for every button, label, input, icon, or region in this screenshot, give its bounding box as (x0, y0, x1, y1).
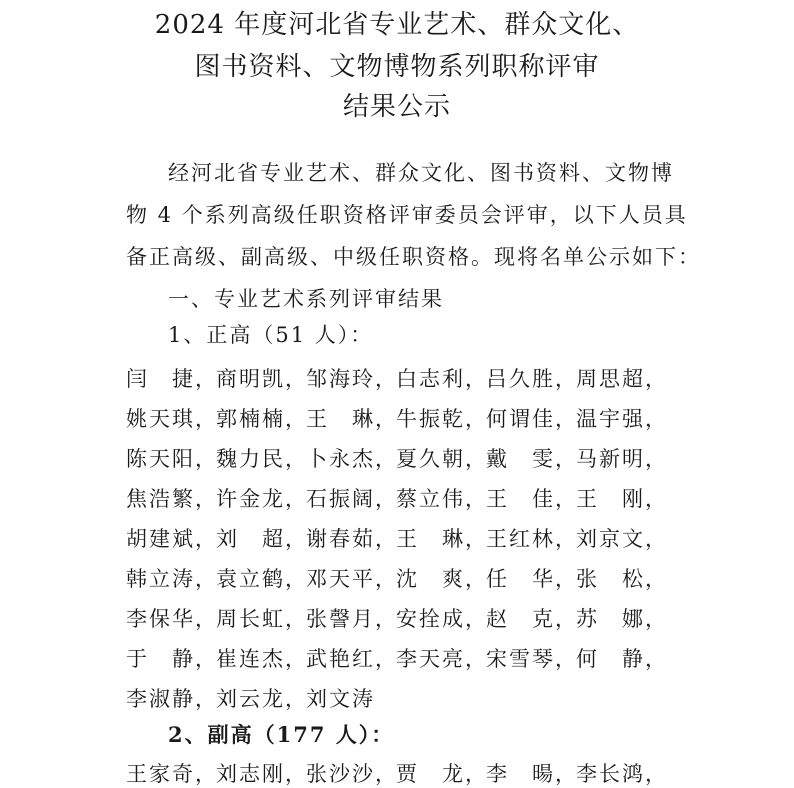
person-name: 张謦月， (306, 607, 398, 631)
person-name: 苏 娜， (576, 607, 668, 631)
name-row (126, 398, 686, 438)
person-name: 王 佳， (486, 487, 578, 511)
person-name: 谢春茹， (306, 527, 398, 551)
person-name: 李长鸿， (576, 762, 668, 786)
name-row (126, 638, 686, 678)
person-name: 石振阔， (306, 487, 398, 511)
person-name: 何谓佳， (486, 407, 578, 431)
name-row (126, 358, 686, 398)
name-row (126, 478, 686, 518)
person-name: 郭楠楠， (216, 407, 308, 431)
person-name: 蔡立伟， (396, 487, 488, 511)
person-name: 韩立涛， (126, 567, 218, 591)
person-name: 赵 克， (486, 607, 578, 631)
person-name: 牛振乾， (396, 407, 488, 431)
fugao-name-list (126, 760, 666, 786)
person-name: 许金龙， (216, 487, 308, 511)
person-name: 魏力民， (216, 447, 308, 471)
person-name: 李天亮， (396, 647, 488, 671)
name-row (126, 518, 686, 558)
person-name: 戴 雯， (486, 447, 578, 471)
person-name: 于 静， (126, 647, 218, 671)
person-name: 李保华， (126, 607, 218, 631)
person-name: 刘文涛 (306, 687, 375, 711)
person-name: 吕久胜， (486, 367, 578, 391)
person-name: 马新明， (576, 447, 668, 471)
person-name: 闫 捷， (126, 367, 218, 391)
person-name: 任 华， (486, 567, 578, 591)
name-row (126, 678, 686, 718)
person-name: 袁立鹤， (216, 567, 308, 591)
title-line-2: 图书资料、文物博物系列职称评审 (194, 52, 600, 82)
person-name: 商明凯， (216, 367, 308, 391)
person-name: 王 刚， (576, 487, 668, 511)
person-name: 崔连杰， (216, 647, 308, 671)
person-name: 刘志刚， (216, 762, 308, 786)
person-name: 焦浩繁， (126, 487, 218, 511)
person-name: 刘云龙， (216, 687, 308, 711)
name-row (126, 438, 686, 478)
person-name: 邓天平， (306, 567, 398, 591)
person-name: 武艳红， (306, 647, 398, 671)
person-name: 胡建斌， (126, 527, 218, 551)
person-name: 王红林， (486, 527, 578, 551)
intro-line-1: 经河北省专业艺术、群众文化、图书资料、文物博 (168, 161, 674, 185)
title-line-3: 结果公示 (342, 92, 451, 122)
person-name: 夏久朝， (396, 447, 488, 471)
person-name: 王 琳， (306, 407, 398, 431)
person-name: 邹海玲， (306, 367, 398, 391)
intro-line-3: 备正高级、副高级、中级任职资格。现将名单公示如下： (126, 245, 701, 269)
zhenggao-name-list (126, 358, 686, 718)
person-name: 王 琳， (396, 527, 488, 551)
person-name: 张沙沙， (306, 762, 398, 786)
person-name: 刘 超， (216, 527, 308, 551)
name-row (126, 598, 686, 638)
person-name: 周思超， (576, 367, 668, 391)
person-name: 刘京文， (576, 527, 668, 551)
section-heading-art: 一、专业艺术系列评审结果 (168, 287, 444, 311)
title-line-1: 2024 年度河北省专业艺术、群众文化、 (154, 10, 640, 40)
person-name: 张 松， (576, 567, 668, 591)
person-name: 沈 爽， (396, 567, 488, 591)
person-name: 李 暘， (486, 762, 578, 786)
person-name: 卜永杰， (306, 447, 398, 471)
person-name: 白志利， (396, 367, 488, 391)
name-row (126, 558, 686, 598)
subheading-fugao: 2、副高（177 人）： (168, 722, 395, 747)
person-name: 宋雪琴， (486, 647, 578, 671)
person-name: 温宇强， (576, 407, 668, 431)
person-name: 王家奇， (126, 762, 218, 786)
person-name: 姚天琪， (126, 407, 218, 431)
person-name: 陈天阳， (126, 447, 218, 471)
person-name: 安拴成， (396, 607, 488, 631)
person-name: 周长虹， (216, 607, 308, 631)
intro-line-2: 物 4 个系列高级任职资格评审委员会评审，以下人员具 (126, 203, 688, 227)
person-name: 贾 龙， (396, 762, 488, 786)
person-name: 李淑静， (126, 687, 218, 711)
subheading-zhenggao: 1、正高（51 人）： (168, 323, 374, 347)
person-name: 何 静， (576, 647, 668, 671)
